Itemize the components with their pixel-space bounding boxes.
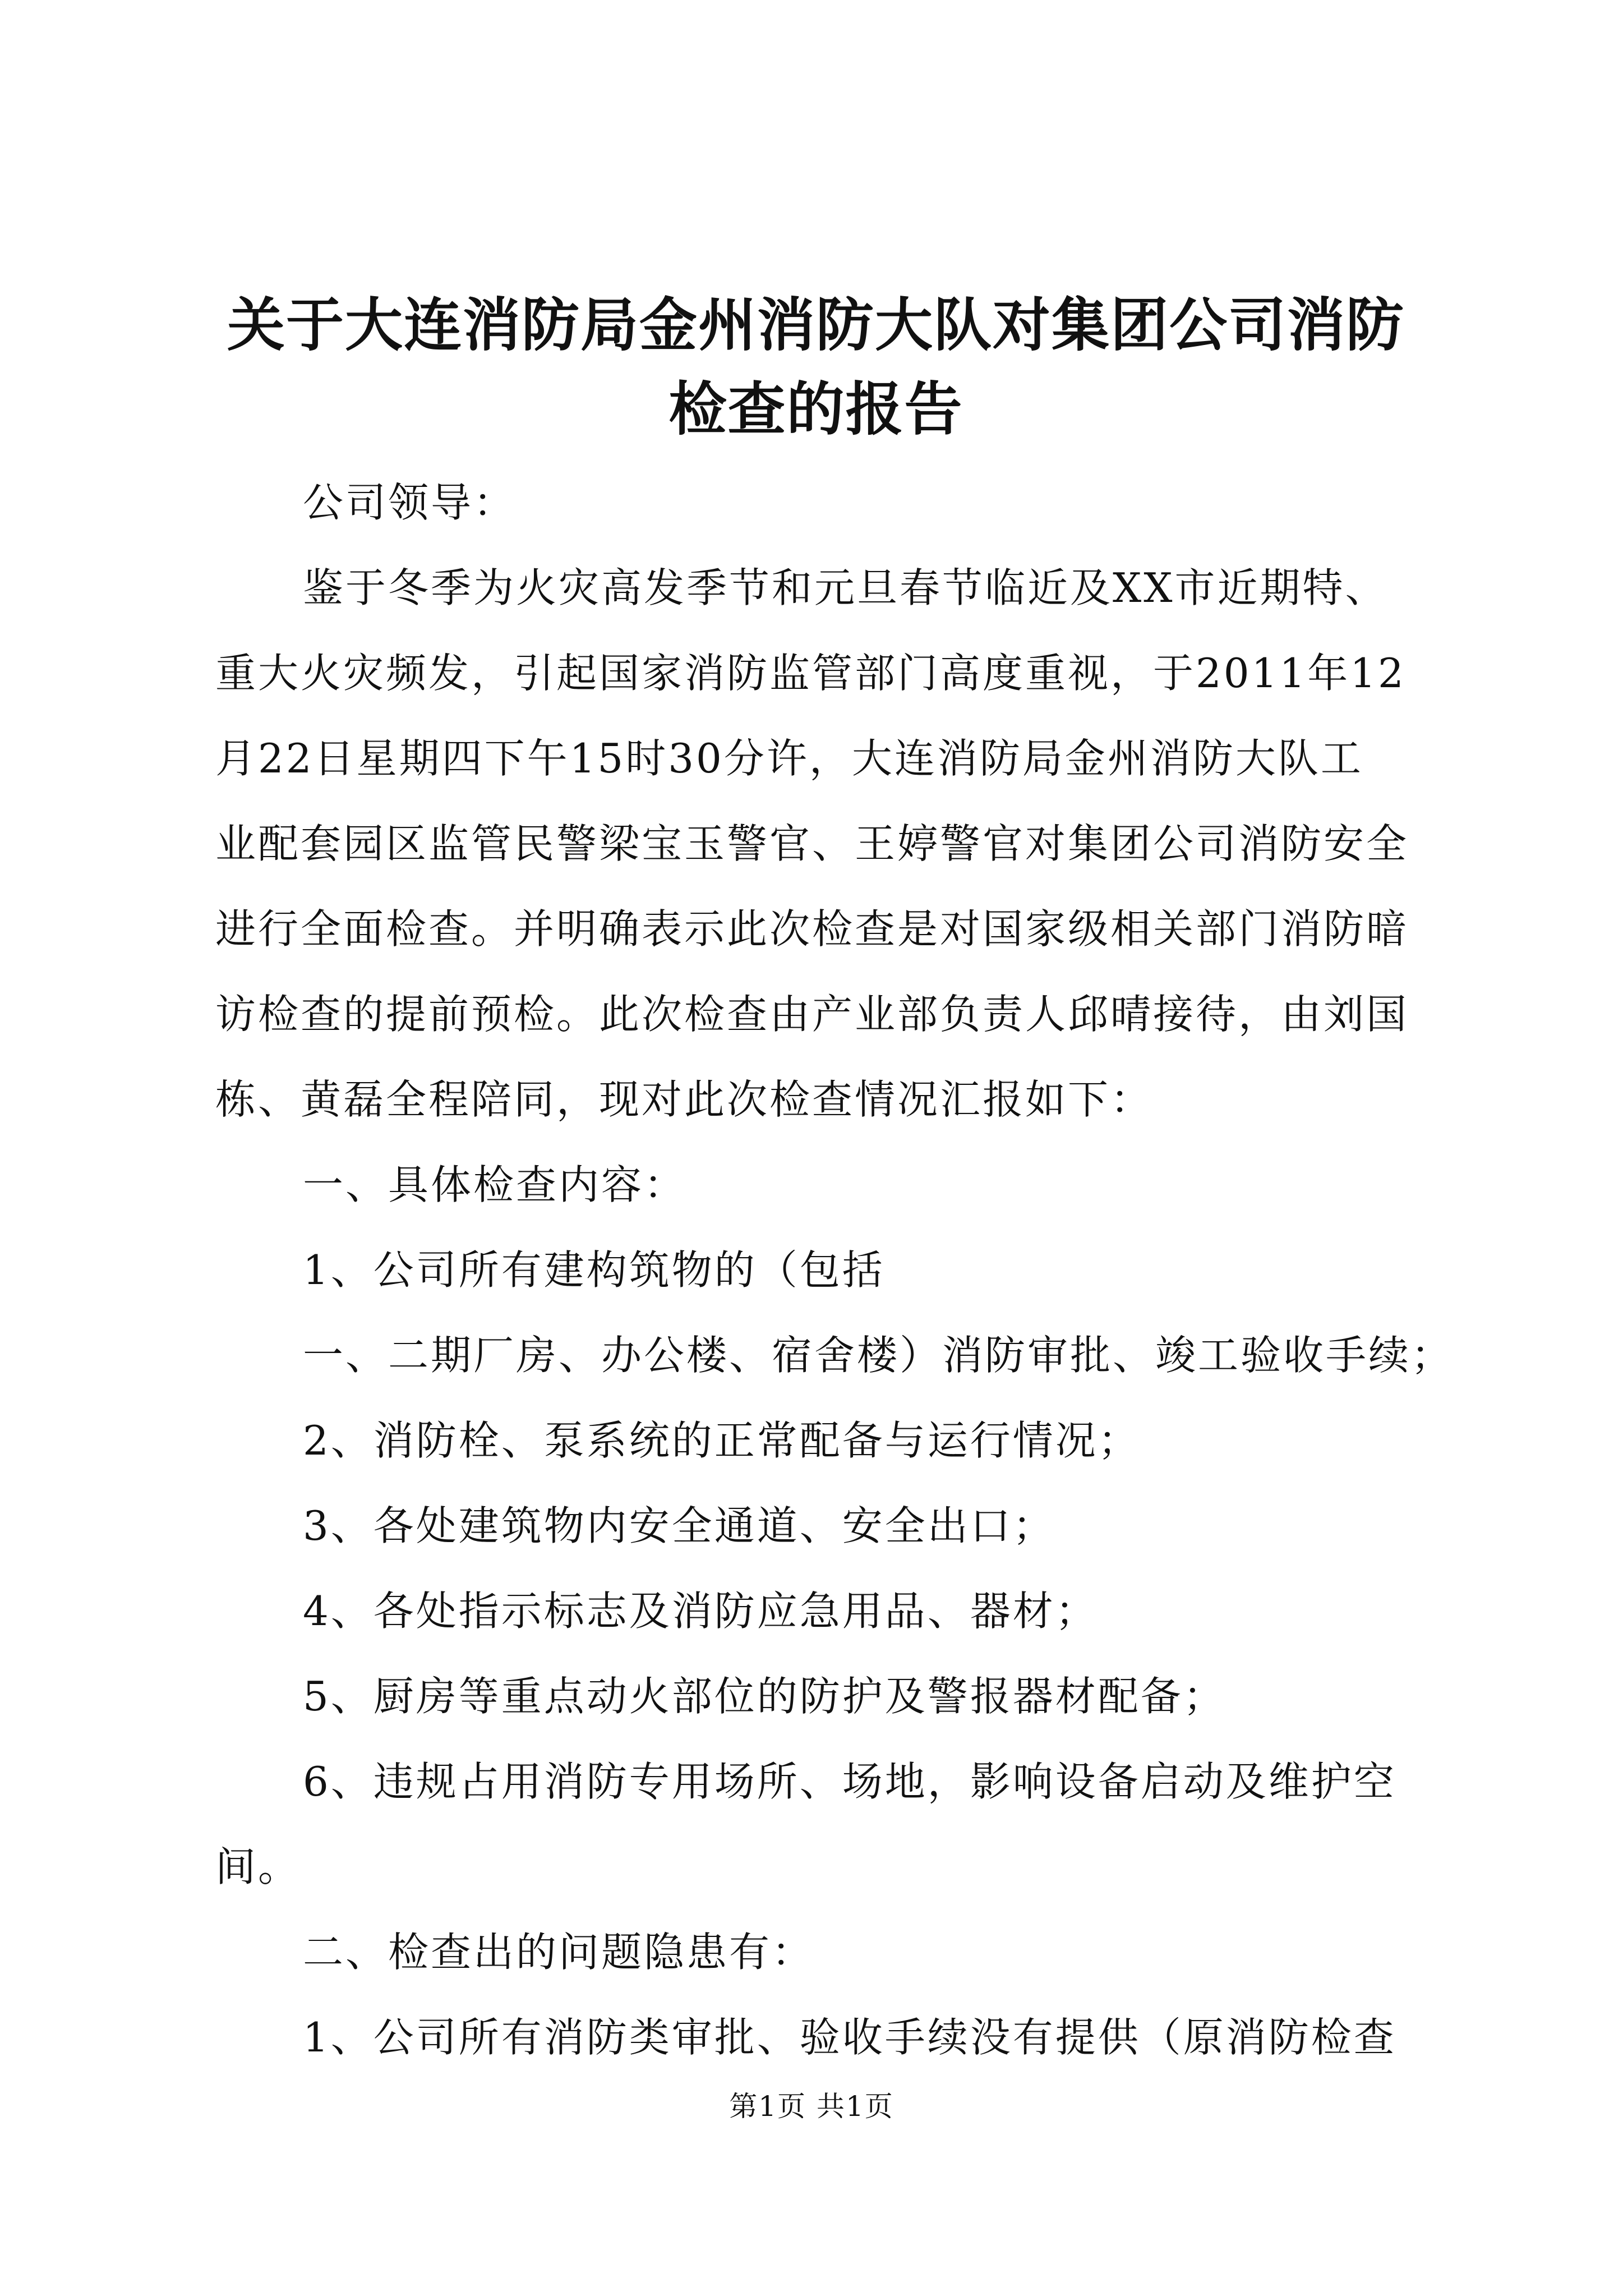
paragraph-line: 月22日星期四下午15时30分许，大连消防局金州消防大队工 [215,735,1363,782]
paragraph-line: 访检查的提前预检。此次检查由产业部负责人邱晴接待，由刘国 [215,991,1409,1038]
document-body [215,460,1454,2080]
list-item-continued: 一、二期厂房、办公楼、宿舍楼）消防审批、竣工验收手续； [303,1332,1454,1379]
list-item: 1、公司所有消防类审批、验收手续没有提供（原消防检查 [303,2014,1396,2061]
list-item: 6、违规占用消防专用场所、场地，影响设备启动及维护空 [303,1758,1396,1805]
list-item: 5、厨房等重点动火部位的防护及警报器材配备； [303,1673,1226,1720]
list-item: 4、各处指示标志及消防应急用品、器材； [303,1588,1098,1635]
salutation: 公司领导： [303,479,517,526]
paragraph-line: 进行全面检查。并明确表示此次检查是对国家级相关部门消防暗 [215,905,1409,953]
section-heading: 一、具体检查内容： [303,1161,687,1208]
paragraph-line: 栋、黄磊全程陪同，现对此次检查情况汇报如下： [215,1076,1154,1123]
list-item-continued: 间。 [215,1843,301,1890]
paragraph-line: 重大火灾频发，引起国家消防监管部门高度重视，于2011年12 [215,650,1406,697]
paragraph-line: 鉴于冬季为火灾高发季节和元旦春节临近及XX市近期特、 [303,564,1388,611]
list-item: 3、各处建筑物内安全通道、安全出口； [303,1502,1055,1549]
title-line-2: 检查的报告 [668,375,963,443]
list-item: 1、公司所有建构筑物的（包括 [303,1246,885,1294]
paragraph-line: 业配套园区监管民警梁宝玉警官、王婷警官对集团公司消防安全 [215,820,1409,867]
page-footer: 第1页 共1页 [729,2090,894,2123]
section-heading: 二、检查出的问题隐患有： [303,1929,815,1976]
document-title [213,283,1419,452]
title-line-1: 关于大连消防局金州消防大队对集团公司消防 [227,291,1405,359]
list-item: 2、消防栓、泵系统的正常配备与运行情况； [303,1417,1141,1464]
